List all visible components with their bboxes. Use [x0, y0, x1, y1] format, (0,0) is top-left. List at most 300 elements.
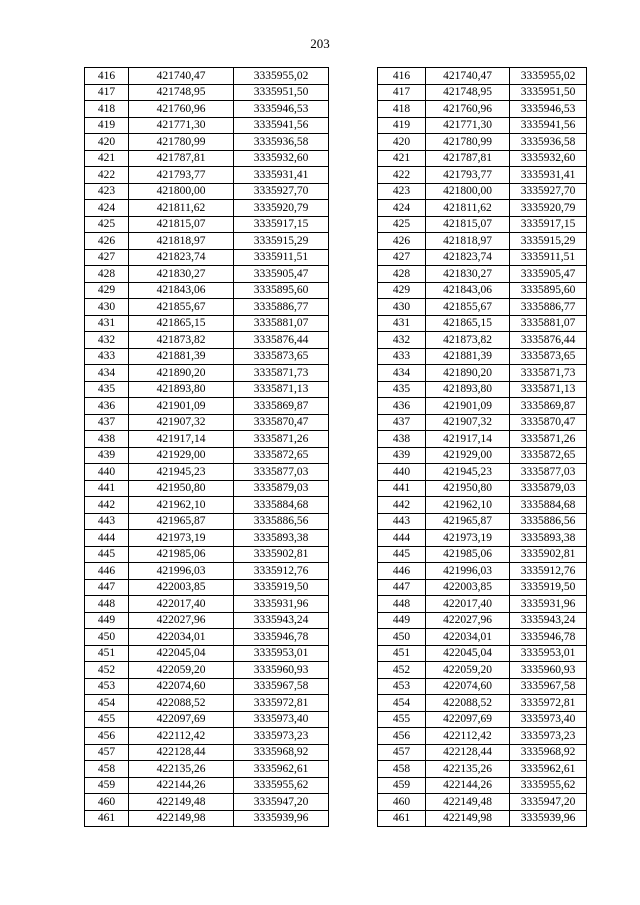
y-coordinate-cell: 3335951,50: [234, 84, 329, 101]
y-coordinate-cell: 3335920,79: [510, 200, 587, 217]
point-number-cell: 419: [378, 117, 426, 134]
table-row: [378, 315, 587, 332]
y-coordinate-cell: 3335955,62: [510, 777, 587, 794]
y-coordinate-cell: 3335871,13: [510, 381, 587, 398]
y-coordinate-cell: 3335960,93: [234, 662, 329, 679]
x-coordinate-cell: 421787,81: [129, 150, 234, 167]
y-coordinate-cell: 3335886,56: [234, 513, 329, 530]
point-number-cell: 457: [85, 744, 129, 761]
point-number-cell: 427: [85, 249, 129, 266]
point-number-cell: 437: [85, 414, 129, 431]
point-number-cell: 430: [378, 299, 426, 316]
point-number-cell: 420: [85, 134, 129, 151]
table-row: [85, 761, 329, 778]
point-number-cell: 453: [378, 678, 426, 695]
y-coordinate-cell: 3335873,65: [234, 348, 329, 365]
table-row: [85, 249, 329, 266]
table-row: [85, 728, 329, 745]
x-coordinate-cell: 422074,60: [129, 678, 234, 695]
x-coordinate-cell: 421973,19: [129, 530, 234, 547]
y-coordinate-cell: 3335931,41: [234, 167, 329, 184]
point-number-cell: 416: [85, 68, 129, 85]
point-number-cell: 446: [85, 563, 129, 580]
x-coordinate-cell: 421985,06: [426, 546, 510, 563]
y-coordinate-cell: 3335953,01: [510, 645, 587, 662]
table-row: [378, 332, 587, 349]
point-number-cell: 438: [85, 431, 129, 448]
table-row: [378, 777, 587, 794]
y-coordinate-cell: 3335912,76: [510, 563, 587, 580]
point-number-cell: 455: [85, 711, 129, 728]
table-row: [85, 711, 329, 728]
y-coordinate-cell: 3335951,50: [510, 84, 587, 101]
point-number-cell: 426: [85, 233, 129, 250]
point-number-cell: 448: [85, 596, 129, 613]
point-number-cell: 427: [378, 249, 426, 266]
y-coordinate-cell: 3335905,47: [234, 266, 329, 283]
point-number-cell: 423: [378, 183, 426, 200]
y-coordinate-cell: 3335905,47: [510, 266, 587, 283]
y-coordinate-cell: 3335884,68: [510, 497, 587, 514]
table-row: [85, 744, 329, 761]
y-coordinate-cell: 3335870,47: [510, 414, 587, 431]
table-row: [85, 678, 329, 695]
point-number-cell: 458: [378, 761, 426, 778]
table-row: [378, 282, 587, 299]
point-number-cell: 443: [85, 513, 129, 530]
table-row: [378, 513, 587, 530]
x-coordinate-cell: 421865,15: [426, 315, 510, 332]
y-coordinate-cell: 3335912,76: [234, 563, 329, 580]
point-number-cell: 428: [85, 266, 129, 283]
point-number-cell: 449: [378, 612, 426, 629]
x-coordinate-cell: 421793,77: [129, 167, 234, 184]
point-number-cell: 420: [378, 134, 426, 151]
y-coordinate-cell: 3335895,60: [510, 282, 587, 299]
point-number-cell: 430: [85, 299, 129, 316]
point-number-cell: 444: [85, 530, 129, 547]
table-row: [378, 167, 587, 184]
table-row: [85, 216, 329, 233]
table-row: [85, 497, 329, 514]
x-coordinate-cell: 422059,20: [129, 662, 234, 679]
y-coordinate-cell: 3335947,20: [234, 794, 329, 811]
x-coordinate-cell: 421881,39: [129, 348, 234, 365]
point-number-cell: 454: [85, 695, 129, 712]
y-coordinate-cell: 3335871,26: [510, 431, 587, 448]
y-coordinate-cell: 3335927,70: [234, 183, 329, 200]
point-number-cell: 447: [85, 579, 129, 596]
table-row: [378, 216, 587, 233]
x-coordinate-cell: 421965,87: [426, 513, 510, 530]
y-coordinate-cell: 3335876,44: [510, 332, 587, 349]
table-row: [378, 728, 587, 745]
point-number-cell: 433: [85, 348, 129, 365]
point-number-cell: 451: [85, 645, 129, 662]
y-coordinate-cell: 3335920,79: [234, 200, 329, 217]
point-number-cell: 441: [85, 480, 129, 497]
point-number-cell: 440: [85, 464, 129, 481]
x-coordinate-cell: 421793,77: [426, 167, 510, 184]
table-row: [378, 761, 587, 778]
table-row: [85, 431, 329, 448]
point-number-cell: 442: [85, 497, 129, 514]
x-coordinate-cell: 422112,42: [426, 728, 510, 745]
x-coordinate-cell: 422003,85: [129, 579, 234, 596]
point-number-cell: 461: [378, 810, 426, 827]
point-number-cell: 438: [378, 431, 426, 448]
table-row: [85, 381, 329, 398]
coordinates-table-right-body: [378, 68, 587, 827]
x-coordinate-cell: 421815,07: [426, 216, 510, 233]
point-number-cell: 450: [85, 629, 129, 646]
x-coordinate-cell: 421780,99: [426, 134, 510, 151]
x-coordinate-cell: 422034,01: [129, 629, 234, 646]
x-coordinate-cell: 421800,00: [129, 183, 234, 200]
x-coordinate-cell: 421855,67: [426, 299, 510, 316]
x-coordinate-cell: 421962,10: [426, 497, 510, 514]
table-row: [85, 464, 329, 481]
x-coordinate-cell: 421865,15: [129, 315, 234, 332]
x-coordinate-cell: 422003,85: [426, 579, 510, 596]
table-row: [85, 233, 329, 250]
y-coordinate-cell: 3335877,03: [510, 464, 587, 481]
point-number-cell: 429: [85, 282, 129, 299]
x-coordinate-cell: 421811,62: [129, 200, 234, 217]
x-coordinate-cell: 421800,00: [426, 183, 510, 200]
x-coordinate-cell: 422149,98: [426, 810, 510, 827]
point-number-cell: 434: [378, 365, 426, 382]
point-number-cell: 419: [85, 117, 129, 134]
y-coordinate-cell: 3335955,62: [234, 777, 329, 794]
y-coordinate-cell: 3335893,38: [510, 530, 587, 547]
point-number-cell: 426: [378, 233, 426, 250]
y-coordinate-cell: 3335902,81: [234, 546, 329, 563]
x-coordinate-cell: 422144,26: [129, 777, 234, 794]
table-row: [85, 612, 329, 629]
table-row: [378, 299, 587, 316]
x-coordinate-cell: 421811,62: [426, 200, 510, 217]
point-number-cell: 432: [85, 332, 129, 349]
y-coordinate-cell: 3335915,29: [234, 233, 329, 250]
table-row: [378, 497, 587, 514]
y-coordinate-cell: 3335939,96: [234, 810, 329, 827]
x-coordinate-cell: 421780,99: [129, 134, 234, 151]
table-row: [378, 398, 587, 415]
table-row: [378, 183, 587, 200]
table-row: [378, 596, 587, 613]
point-number-cell: 436: [378, 398, 426, 415]
y-coordinate-cell: 3335955,02: [234, 68, 329, 85]
x-coordinate-cell: 421893,80: [129, 381, 234, 398]
table-row: [378, 365, 587, 382]
table-row: [378, 249, 587, 266]
x-coordinate-cell: 421893,80: [426, 381, 510, 398]
table-row: [378, 233, 587, 250]
table-row: [85, 447, 329, 464]
x-coordinate-cell: 422027,96: [129, 612, 234, 629]
y-coordinate-cell: 3335886,77: [234, 299, 329, 316]
y-coordinate-cell: 3335871,73: [510, 365, 587, 382]
table-row: [378, 134, 587, 151]
y-coordinate-cell: 3335917,15: [234, 216, 329, 233]
y-coordinate-cell: 3335881,07: [510, 315, 587, 332]
y-coordinate-cell: 3335879,03: [234, 480, 329, 497]
y-coordinate-cell: 3335927,70: [510, 183, 587, 200]
table-row: [378, 117, 587, 134]
table-row: [85, 150, 329, 167]
point-number-cell: 452: [378, 662, 426, 679]
x-coordinate-cell: 421881,39: [426, 348, 510, 365]
y-coordinate-cell: 3335953,01: [234, 645, 329, 662]
x-coordinate-cell: 421823,74: [426, 249, 510, 266]
x-coordinate-cell: 422088,52: [129, 695, 234, 712]
x-coordinate-cell: 422097,69: [426, 711, 510, 728]
y-coordinate-cell: 3335919,50: [234, 579, 329, 596]
table-row: [85, 579, 329, 596]
x-coordinate-cell: 421965,87: [129, 513, 234, 530]
table-row: [378, 480, 587, 497]
y-coordinate-cell: 3335869,87: [234, 398, 329, 415]
y-coordinate-cell: 3335932,60: [510, 150, 587, 167]
point-number-cell: 442: [378, 497, 426, 514]
y-coordinate-cell: 3335936,58: [510, 134, 587, 151]
point-number-cell: 416: [378, 68, 426, 85]
table-row: [378, 414, 587, 431]
y-coordinate-cell: 3335871,73: [234, 365, 329, 382]
point-number-cell: 424: [378, 200, 426, 217]
point-number-cell: 439: [85, 447, 129, 464]
x-coordinate-cell: 421771,30: [426, 117, 510, 134]
point-number-cell: 460: [85, 794, 129, 811]
x-coordinate-cell: 421962,10: [129, 497, 234, 514]
x-coordinate-cell: 421950,80: [129, 480, 234, 497]
y-coordinate-cell: 3335939,96: [510, 810, 587, 827]
point-number-cell: 428: [378, 266, 426, 283]
point-number-cell: 434: [85, 365, 129, 382]
y-coordinate-cell: 3335962,61: [510, 761, 587, 778]
y-coordinate-cell: 3335881,07: [234, 315, 329, 332]
page-number: 203: [310, 36, 330, 51]
point-number-cell: 437: [378, 414, 426, 431]
table-row: [85, 266, 329, 283]
y-coordinate-cell: 3335919,50: [510, 579, 587, 596]
x-coordinate-cell: 422045,04: [426, 645, 510, 662]
table-row: [85, 546, 329, 563]
table-row: [378, 678, 587, 695]
y-coordinate-cell: 3335931,41: [510, 167, 587, 184]
y-coordinate-cell: 3335943,24: [510, 612, 587, 629]
point-number-cell: 451: [378, 645, 426, 662]
point-number-cell: 439: [378, 447, 426, 464]
table-row: [85, 777, 329, 794]
x-coordinate-cell: 421748,95: [426, 84, 510, 101]
x-coordinate-cell: 421973,19: [426, 530, 510, 547]
y-coordinate-cell: 3335973,23: [234, 728, 329, 745]
y-coordinate-cell: 3335932,60: [234, 150, 329, 167]
table-row: [378, 546, 587, 563]
x-coordinate-cell: 421830,27: [426, 266, 510, 283]
x-coordinate-cell: 421929,00: [129, 447, 234, 464]
table-row: [378, 695, 587, 712]
y-coordinate-cell: 3335972,81: [234, 695, 329, 712]
x-coordinate-cell: 421843,06: [129, 282, 234, 299]
y-coordinate-cell: 3335917,15: [510, 216, 587, 233]
x-coordinate-cell: 422128,44: [426, 744, 510, 761]
point-number-cell: 425: [378, 216, 426, 233]
point-number-cell: 431: [85, 315, 129, 332]
x-coordinate-cell: 421901,09: [129, 398, 234, 415]
x-coordinate-cell: 421740,47: [426, 68, 510, 85]
table-row: [378, 150, 587, 167]
x-coordinate-cell: 421907,32: [129, 414, 234, 431]
table-row: [85, 596, 329, 613]
y-coordinate-cell: 3335962,61: [234, 761, 329, 778]
y-coordinate-cell: 3335943,24: [234, 612, 329, 629]
point-number-cell: 447: [378, 579, 426, 596]
x-coordinate-cell: 422144,26: [426, 777, 510, 794]
x-coordinate-cell: 422059,20: [426, 662, 510, 679]
table-row: [85, 398, 329, 415]
x-coordinate-cell: 421950,80: [426, 480, 510, 497]
point-number-cell: 457: [378, 744, 426, 761]
coordinates-table-left: [84, 67, 329, 827]
point-number-cell: 459: [378, 777, 426, 794]
x-coordinate-cell: 421996,03: [129, 563, 234, 580]
x-coordinate-cell: 422135,26: [129, 761, 234, 778]
point-number-cell: 460: [378, 794, 426, 811]
x-coordinate-cell: 422135,26: [426, 761, 510, 778]
x-coordinate-cell: 421748,95: [129, 84, 234, 101]
y-coordinate-cell: 3335871,13: [234, 381, 329, 398]
table-row: [85, 117, 329, 134]
table-row: [85, 200, 329, 217]
table-row: [378, 563, 587, 580]
table-row: [378, 794, 587, 811]
table-row: [378, 381, 587, 398]
y-coordinate-cell: 3335893,38: [234, 530, 329, 547]
point-number-cell: 433: [378, 348, 426, 365]
table-row: [85, 84, 329, 101]
x-coordinate-cell: 421830,27: [129, 266, 234, 283]
table-row: [378, 711, 587, 728]
y-coordinate-cell: 3335902,81: [510, 546, 587, 563]
point-number-cell: 446: [378, 563, 426, 580]
point-number-cell: 421: [85, 150, 129, 167]
y-coordinate-cell: 3335972,81: [510, 695, 587, 712]
x-coordinate-cell: 421855,67: [129, 299, 234, 316]
point-number-cell: 424: [85, 200, 129, 217]
point-number-cell: 431: [378, 315, 426, 332]
table-row: [378, 68, 587, 85]
point-number-cell: 422: [378, 167, 426, 184]
x-coordinate-cell: 421740,47: [129, 68, 234, 85]
point-number-cell: 452: [85, 662, 129, 679]
point-number-cell: 435: [378, 381, 426, 398]
x-coordinate-cell: 422097,69: [129, 711, 234, 728]
point-number-cell: 461: [85, 810, 129, 827]
y-coordinate-cell: 3335941,56: [234, 117, 329, 134]
point-number-cell: 448: [378, 596, 426, 613]
y-coordinate-cell: 3335869,87: [510, 398, 587, 415]
point-number-cell: 444: [378, 530, 426, 547]
table-row: [378, 348, 587, 365]
x-coordinate-cell: 421929,00: [426, 447, 510, 464]
y-coordinate-cell: 3335931,96: [510, 596, 587, 613]
x-coordinate-cell: 421818,97: [426, 233, 510, 250]
x-coordinate-cell: 421787,81: [426, 150, 510, 167]
coordinates-table-left-body: [85, 68, 329, 827]
x-coordinate-cell: 422027,96: [426, 612, 510, 629]
table-row: [378, 200, 587, 217]
y-coordinate-cell: 3335886,56: [510, 513, 587, 530]
table-row: [85, 513, 329, 530]
table-row: [378, 612, 587, 629]
table-row: [85, 183, 329, 200]
point-number-cell: 456: [85, 728, 129, 745]
y-coordinate-cell: 3335967,58: [234, 678, 329, 695]
x-coordinate-cell: 421815,07: [129, 216, 234, 233]
y-coordinate-cell: 3335968,92: [234, 744, 329, 761]
point-number-cell: 425: [85, 216, 129, 233]
y-coordinate-cell: 3335967,58: [510, 678, 587, 695]
x-coordinate-cell: 421771,30: [129, 117, 234, 134]
y-coordinate-cell: 3335936,58: [234, 134, 329, 151]
y-coordinate-cell: 3335911,51: [510, 249, 587, 266]
table-row: [85, 695, 329, 712]
table-row: [85, 134, 329, 151]
x-coordinate-cell: 422074,60: [426, 678, 510, 695]
table-row: [378, 447, 587, 464]
x-coordinate-cell: 421843,06: [426, 282, 510, 299]
y-coordinate-cell: 3335876,44: [234, 332, 329, 349]
x-coordinate-cell: 422017,40: [426, 596, 510, 613]
point-number-cell: 455: [378, 711, 426, 728]
point-number-cell: 458: [85, 761, 129, 778]
table-row: [85, 282, 329, 299]
table-row: [85, 810, 329, 827]
point-number-cell: 435: [85, 381, 129, 398]
point-number-cell: 453: [85, 678, 129, 695]
table-row: [85, 530, 329, 547]
x-coordinate-cell: 421873,82: [426, 332, 510, 349]
point-number-cell: 445: [378, 546, 426, 563]
x-coordinate-cell: 421985,06: [129, 546, 234, 563]
table-row: [85, 299, 329, 316]
y-coordinate-cell: 3335960,93: [510, 662, 587, 679]
x-coordinate-cell: 421890,20: [426, 365, 510, 382]
x-coordinate-cell: 422149,48: [129, 794, 234, 811]
point-number-cell: 450: [378, 629, 426, 646]
x-coordinate-cell: 421917,14: [129, 431, 234, 448]
point-number-cell: 429: [378, 282, 426, 299]
point-number-cell: 436: [85, 398, 129, 415]
point-number-cell: 423: [85, 183, 129, 200]
y-coordinate-cell: 3335870,47: [234, 414, 329, 431]
y-coordinate-cell: 3335871,26: [234, 431, 329, 448]
table-row: [378, 266, 587, 283]
x-coordinate-cell: 421760,96: [129, 101, 234, 118]
table-row: [85, 315, 329, 332]
y-coordinate-cell: 3335973,40: [234, 711, 329, 728]
table-row: [85, 348, 329, 365]
x-coordinate-cell: 421760,96: [426, 101, 510, 118]
table-row: [378, 645, 587, 662]
point-number-cell: 418: [85, 101, 129, 118]
point-number-cell: 441: [378, 480, 426, 497]
table-row: [378, 431, 587, 448]
y-coordinate-cell: 3335879,03: [510, 480, 587, 497]
